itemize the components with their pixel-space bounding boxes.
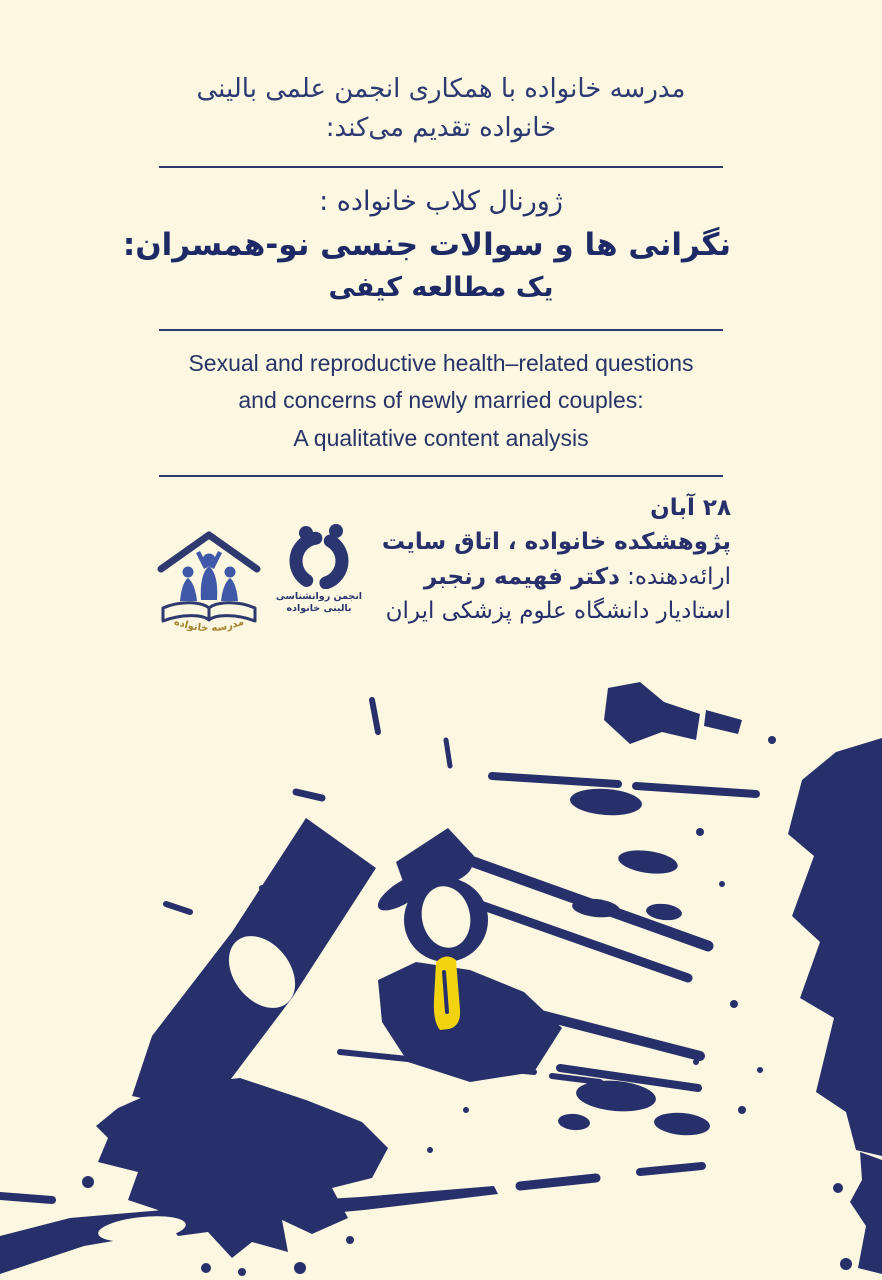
association-ring-icon bbox=[296, 538, 342, 584]
header-text bbox=[151, 70, 731, 148]
event-presenter bbox=[365, 560, 731, 595]
divider-top bbox=[159, 166, 723, 168]
divider-middle bbox=[159, 329, 723, 331]
presenter-label: ارائه‌دهنده: bbox=[619, 563, 731, 590]
presenter-name: دکتر فهیمه رنجبر bbox=[423, 563, 620, 590]
event-details-row bbox=[151, 491, 731, 639]
association-dot-left-icon bbox=[299, 526, 313, 540]
journal-club-kicker: ژورنال کلاب خانواده : bbox=[319, 186, 563, 217]
event-details bbox=[365, 491, 731, 629]
header-line-1: مدرسه خانواده با همکاری انجمن علمی بالینی bbox=[196, 74, 686, 104]
header-line-2: خانواده تقدیم می‌کند: bbox=[325, 113, 557, 143]
subtitle: یک مطالعه کیفی bbox=[328, 272, 554, 304]
association-caption-line-1: انجمن روانشناسی bbox=[275, 590, 363, 602]
english-title-line-1: Sexual and reproductive health–related questions bbox=[188, 350, 694, 377]
english-title-line-2: and concerns of newly married couples: bbox=[238, 387, 644, 414]
event-date: ۲۸ آبان bbox=[650, 494, 731, 521]
association-caption-line-2: بالینی خانواده bbox=[286, 603, 352, 615]
association-dot-right-icon bbox=[329, 524, 343, 538]
event-venue: پژوهشکده خانواده ، اتاق سایت bbox=[381, 529, 731, 556]
ink-hands-illustration-svg bbox=[0, 680, 882, 1280]
association-logo-icon bbox=[275, 519, 363, 589]
family-school-logo bbox=[151, 527, 267, 639]
ink-hands-illustration bbox=[0, 680, 882, 1280]
family-school-logo-icon bbox=[153, 527, 265, 639]
family-school-caption: مدرسه خانواده bbox=[172, 616, 246, 635]
association-logo bbox=[273, 519, 365, 616]
logos bbox=[151, 527, 365, 639]
event-affiliation: استادیار دانشگاه علوم پزشکی ایران bbox=[385, 598, 731, 625]
main-title: نگرانی ها و سوالات جنسی نو-همسران: bbox=[122, 226, 731, 263]
divider-bottom bbox=[159, 475, 723, 477]
english-title bbox=[151, 345, 731, 457]
english-title-line-3: A qualitative content analysis bbox=[293, 424, 589, 451]
poster-content bbox=[122, 0, 731, 639]
family-figures-icon bbox=[180, 551, 238, 601]
